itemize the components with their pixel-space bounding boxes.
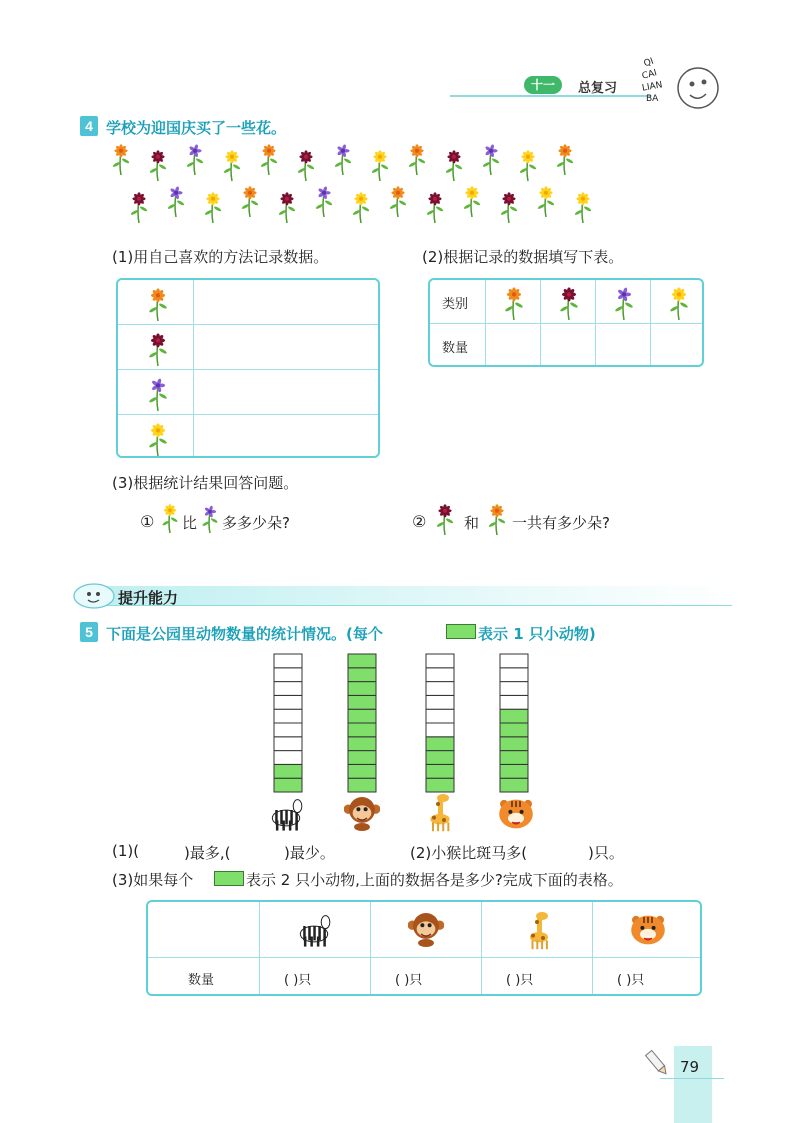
count-table — [428, 278, 704, 367]
bar-cell-empty — [274, 668, 302, 682]
rose-flower-icon — [149, 150, 167, 181]
rose-flower-icon — [278, 192, 296, 223]
category-label: 类别 — [442, 297, 469, 312]
bar-cell-filled — [500, 778, 528, 792]
bar-cell-empty — [426, 695, 454, 709]
record-cell-yellow[interactable] — [194, 415, 380, 458]
q4-sub2-and: 和 — [464, 514, 480, 532]
bar-cell-filled — [348, 682, 376, 696]
bar-cell-filled — [500, 723, 528, 737]
bar-cell-empty — [274, 695, 302, 709]
count-cell-purple[interactable] — [596, 324, 651, 367]
orange-flower-icon — [144, 284, 172, 322]
logo — [636, 58, 726, 118]
q4-part3: (3)根据统计结果回答问题。 — [112, 474, 299, 492]
q4-title: 学校为迎国庆买了一些花。 — [106, 119, 287, 137]
bar-cell-empty — [274, 654, 302, 668]
header-rule — [450, 95, 650, 97]
bar-cell-empty — [426, 723, 454, 737]
table-row-label: 数量 — [188, 973, 215, 988]
purple-flower-icon — [167, 186, 185, 217]
rose-flower-icon — [555, 283, 583, 321]
logo-letter-1: QI — [642, 56, 656, 70]
purple-flower-icon — [482, 144, 500, 175]
animal-bar-chart — [260, 648, 540, 796]
bar-cell-filled — [274, 764, 302, 778]
bar-cell-filled — [348, 737, 376, 751]
logo-letter-2: CAI — [640, 68, 659, 82]
orange-flower-icon — [241, 186, 259, 217]
chapter-badge-text: 十一 — [530, 78, 555, 92]
bar-cell-filled — [426, 737, 454, 751]
zebra-icon — [268, 796, 304, 832]
bar-cell-empty — [426, 709, 454, 723]
logo-letter-3: LIAN — [641, 80, 664, 94]
count-label: 数量 — [442, 341, 469, 356]
bar-cell-empty — [426, 668, 454, 682]
record-cell-purple[interactable] — [194, 370, 380, 415]
orange-flower-icon — [408, 144, 426, 175]
answer-cell-zebra[interactable] — [260, 958, 371, 996]
q5-part3-start: (3)如果每个 — [112, 871, 194, 889]
bar-cell-filled — [348, 654, 376, 668]
tiger-icon — [628, 912, 668, 948]
rose-flower-icon — [297, 150, 315, 181]
purple-flower-icon — [334, 144, 352, 175]
purple-flower-icon — [144, 374, 172, 412]
record-cell-orange[interactable] — [194, 280, 380, 325]
yellow-flower-icon — [463, 186, 481, 217]
purple-flower-icon — [315, 186, 333, 217]
count-cell-rose[interactable] — [541, 324, 596, 367]
zebra-icon — [296, 912, 332, 948]
bar-cell-filled — [348, 723, 376, 737]
orange-flower-icon — [389, 186, 407, 217]
orange-flower-icon — [556, 144, 574, 175]
q5-part3-end: 表示 2 只小动物,上面的数据各是多少?完成下面的表格。 — [246, 871, 623, 889]
bar-cell-filled — [500, 737, 528, 751]
page-number-rule — [660, 1078, 724, 1079]
bar-cell-empty — [426, 654, 454, 668]
giraffe-icon — [524, 910, 554, 950]
yellow-flower-icon — [574, 192, 592, 223]
yellow-flower-icon — [665, 283, 693, 321]
unit-square-legend-2 — [214, 871, 244, 886]
rose-flower-icon — [130, 192, 148, 223]
bar-cell-empty — [274, 723, 302, 737]
yellow-flower-icon — [352, 192, 370, 223]
count-cell-yellow[interactable] — [651, 324, 704, 367]
yellow-flower-icon — [158, 500, 182, 534]
orange-flower-icon — [484, 500, 510, 536]
q5-title-start: 下面是公园里动物数量的统计情况。(每个 — [106, 625, 383, 643]
section-banner — [72, 580, 732, 610]
bar-cell-filled — [426, 764, 454, 778]
flower-collection-image — [108, 140, 594, 228]
q5-part2-a: (2)小猴比斑马多( — [410, 844, 528, 862]
yellow-flower-icon — [204, 192, 222, 223]
bar-cell-empty — [500, 682, 528, 696]
q5-part1-b: )最多,( — [184, 844, 231, 862]
bar-cell-filled — [500, 751, 528, 765]
monkey-icon — [344, 794, 380, 832]
logo-letter-4: BA — [646, 94, 659, 104]
yellow-flower-icon — [144, 419, 172, 457]
purple-flower-icon — [198, 502, 222, 534]
rose-flower-icon — [144, 329, 172, 367]
q4-sub1-number: ① — [140, 512, 155, 531]
bar-cell-filled — [348, 695, 376, 709]
blank-monkey: ( )只 — [395, 973, 423, 988]
count-cell-orange[interactable] — [486, 324, 541, 367]
bar-cell-filled — [426, 751, 454, 765]
chapter-title: 总复习 — [578, 81, 618, 96]
rose-flower-icon — [445, 150, 463, 181]
pencil-icon — [644, 1048, 670, 1078]
bar-cell-filled — [348, 778, 376, 792]
bar-cell-empty — [500, 695, 528, 709]
rose-flower-icon — [500, 192, 518, 223]
q5-title-end: 表示 1 只小动物) — [478, 625, 596, 643]
q5-part1-c: )最少。 — [284, 844, 335, 862]
bar-cell-empty — [500, 668, 528, 682]
answer-cell-monkey[interactable] — [371, 958, 482, 996]
bar-cell-filled — [348, 764, 376, 778]
yellow-flower-icon — [371, 150, 389, 181]
bar-cell-filled — [426, 778, 454, 792]
q4-sub1-compare: 比 — [182, 514, 198, 532]
q4-number: 4 — [80, 116, 98, 136]
answer-cell-giraffe[interactable] — [482, 958, 593, 996]
yellow-flower-icon — [223, 150, 241, 181]
animal-count-table — [146, 900, 702, 996]
q4-sub1-question: 多多少朵? — [222, 514, 290, 532]
bar-cell-filled — [500, 764, 528, 778]
unit-square-legend — [446, 624, 476, 639]
bar-cell-filled — [274, 778, 302, 792]
orange-flower-icon — [260, 144, 278, 175]
q5-part1-a: (1)( — [112, 842, 140, 860]
q4-sub2-question: 一共有多少朵? — [512, 514, 610, 532]
blank-tiger: ( )只 — [617, 973, 645, 988]
q4-part1: (1)用自己喜欢的方法记录数据。 — [112, 248, 329, 266]
blank-zebra: ( )只 — [284, 973, 312, 988]
rose-flower-icon — [432, 500, 458, 536]
rose-flower-icon — [426, 192, 444, 223]
q5-part2-b: )只。 — [588, 844, 624, 862]
purple-flower-icon — [610, 283, 638, 321]
bar-cell-empty — [274, 682, 302, 696]
bar-cell-empty — [500, 654, 528, 668]
orange-flower-icon — [112, 144, 130, 175]
yellow-flower-icon — [537, 186, 555, 217]
monkey-icon — [408, 910, 444, 948]
blank-giraffe: ( )只 — [506, 973, 534, 988]
answer-cell-tiger[interactable] — [593, 958, 702, 996]
bar-cell-empty — [274, 709, 302, 723]
q5-number: 5 — [80, 622, 98, 642]
section-title: 提升能力 — [118, 589, 179, 607]
bar-cell-filled — [348, 668, 376, 682]
cloud-mascot-icon — [72, 580, 120, 610]
bar-cell-empty — [426, 682, 454, 696]
orange-flower-icon — [500, 283, 528, 321]
page-number: 79 — [680, 1058, 700, 1076]
record-table — [116, 278, 380, 458]
purple-flower-icon — [186, 144, 204, 175]
yellow-flower-icon — [519, 150, 537, 181]
chapter-badge — [524, 76, 562, 94]
bar-cell-empty — [274, 737, 302, 751]
bar-cell-filled — [500, 709, 528, 723]
section-banner-bar — [92, 586, 732, 606]
giraffe-icon — [424, 792, 456, 832]
bar-cell-filled — [348, 751, 376, 765]
q4-sub2-number: ② — [412, 512, 427, 531]
q4-part2: (2)根据记录的数据填写下表。 — [422, 248, 624, 266]
tiger-icon — [496, 796, 536, 832]
bar-cell-filled — [348, 709, 376, 723]
bar-cell-empty — [274, 751, 302, 765]
record-cell-rose[interactable] — [194, 325, 380, 370]
